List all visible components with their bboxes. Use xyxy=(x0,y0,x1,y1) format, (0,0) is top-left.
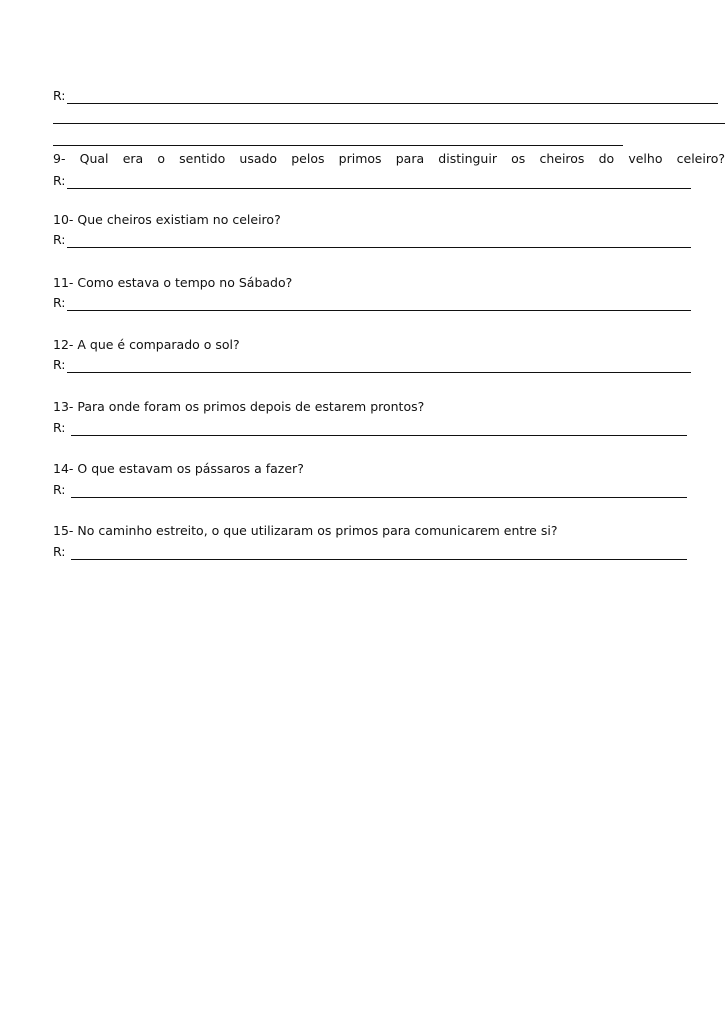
question-13: 13- Para onde foram os primos depois de estarem prontos? xyxy=(53,399,425,414)
question-9-word: pelos xyxy=(291,151,325,166)
answer-label: R: xyxy=(53,88,66,103)
answer-extra-line-2[interactable] xyxy=(53,145,623,146)
answer-line-12[interactable] xyxy=(53,357,691,373)
answer-label: R: xyxy=(53,232,66,247)
question-9-word: 9- xyxy=(53,151,66,166)
question-15: 15- No caminho estreito, o que utilizaram os primos para comunicarem entre si? xyxy=(53,523,558,538)
question-14: 14- O que estavam os pássaros a fazer? xyxy=(53,461,304,476)
answer-label: R: xyxy=(53,544,70,559)
question-9-word: sentido xyxy=(179,151,226,166)
question-9 xyxy=(53,151,725,167)
answer-underline xyxy=(71,547,688,560)
answer-underline xyxy=(67,360,691,373)
answer-underline xyxy=(67,235,691,248)
answer-label: R: xyxy=(53,173,66,188)
answer-underline xyxy=(67,176,691,189)
answer-label: R: xyxy=(53,357,66,372)
question-9-word: os xyxy=(511,151,526,166)
question-9-word: velho xyxy=(628,151,663,166)
question-9-word: Qual xyxy=(79,151,109,166)
question-9-word: do xyxy=(598,151,615,166)
answer-line-13[interactable] xyxy=(53,420,687,436)
question-10: 10- Que cheiros existiam no celeiro? xyxy=(53,212,281,227)
answer-underline xyxy=(71,485,688,498)
question-11: 11- Como estava o tempo no Sábado? xyxy=(53,275,293,290)
question-9-word: usado xyxy=(239,151,278,166)
answer-underline xyxy=(67,91,718,104)
answer-label: R: xyxy=(53,295,66,310)
answer-underline xyxy=(67,298,691,311)
question-9-word: primos xyxy=(338,151,382,166)
question-9-word: celeiro? xyxy=(676,151,725,166)
question-9-word: cheiros xyxy=(539,151,585,166)
answer-line-15[interactable] xyxy=(53,544,687,560)
answer-label: R: xyxy=(53,482,70,497)
answer-line-9[interactable] xyxy=(53,173,691,189)
answer-extra-line-1[interactable] xyxy=(53,123,725,124)
answer-underline xyxy=(71,423,688,436)
question-9-word: distinguir xyxy=(438,151,497,166)
answer-line-10[interactable] xyxy=(53,232,691,248)
question-9-word: para xyxy=(395,151,425,166)
answer-label: R: xyxy=(53,420,70,435)
answer-line-11[interactable] xyxy=(53,295,691,311)
question-9-word: o xyxy=(157,151,165,166)
question-9-word: era xyxy=(122,151,144,166)
answer-line-8[interactable] xyxy=(53,88,718,104)
question-12: 12- A que é comparado o sol? xyxy=(53,337,240,352)
answer-line-14[interactable] xyxy=(53,482,687,498)
